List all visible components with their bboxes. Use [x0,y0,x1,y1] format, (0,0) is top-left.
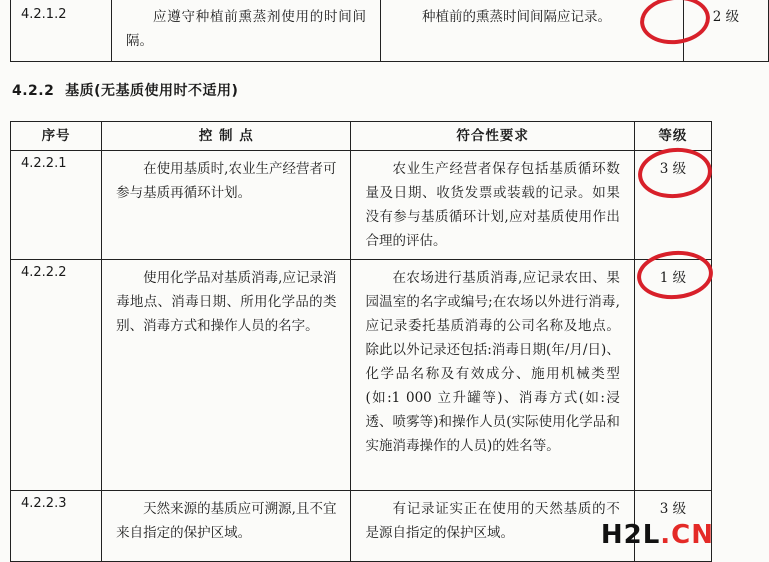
section-title: 基质(无基质使用时不适用) [65,83,239,99]
row-id: 4.2.2.1 [11,151,102,260]
header-control-point: 控 制 点 [102,122,351,151]
compliance-cell: 农业生产经营者保存包括基质循环数量及日期、收货发票或装载的记录。如果没有参与基质循环计划,应对基质使用作出合理的评估。 [351,151,634,260]
table-header-row [11,122,712,151]
compliance-cell: 种植前的熏蒸时间间隔应记录。 [381,0,684,62]
level-cell: 3 级 [634,151,711,260]
site-watermark: H2L.CN [600,520,714,550]
row-id: 4.2.2.3 [11,491,102,562]
compliance-cell: 有记录证实正在使用的天然基质的不是源自指定的保护区域。 [351,491,634,562]
header-level: 等级 [634,122,711,151]
row-id: 4.2.1.2 [11,0,112,62]
section-heading [12,80,238,100]
control-point-cell: 在使用基质时,农业生产经营者可参与基质再循环计划。 [102,151,351,260]
control-point-cell: 应遵守种植前熏蒸剂使用的时间间隔。 [112,0,381,62]
table-row [11,151,712,260]
substrate-table [10,121,712,562]
section-number: 4.2.2 [12,83,55,99]
level-cell: 3 级 [634,491,711,562]
level-cell: 2 级 [684,0,769,62]
row-id: 4.2.2.2 [11,260,102,491]
table-row [11,260,712,491]
control-point-cell: 天然来源的基质应可溯源,且不宜来自指定的保护区域。 [102,491,351,562]
header-id: 序号 [11,122,102,151]
level-cell: 1 级 [634,260,711,491]
compliance-cell: 在农场进行基质消毒,应记录农田、果园温室的名字或编号;在农场以外进行消毒,应记录委托基质消毒的公司名称及地点。除此以外记录还包括:消毒日期(年/月/日)、化学品名称及有效成分、施用机械类型(如:1 000 立升罐等)、消毒方式(如:浸透、喷雾等)和操作人员(实际使用化学品和实施消毒操作的人员)的姓名等。 [351,260,634,491]
header-compliance: 符合性要求 [351,122,634,151]
control-point-cell: 使用化学品对基质消毒,应记录消毒地点、消毒日期、所用化学品的类别、消毒方式和操作人员的名字。 [102,260,351,491]
